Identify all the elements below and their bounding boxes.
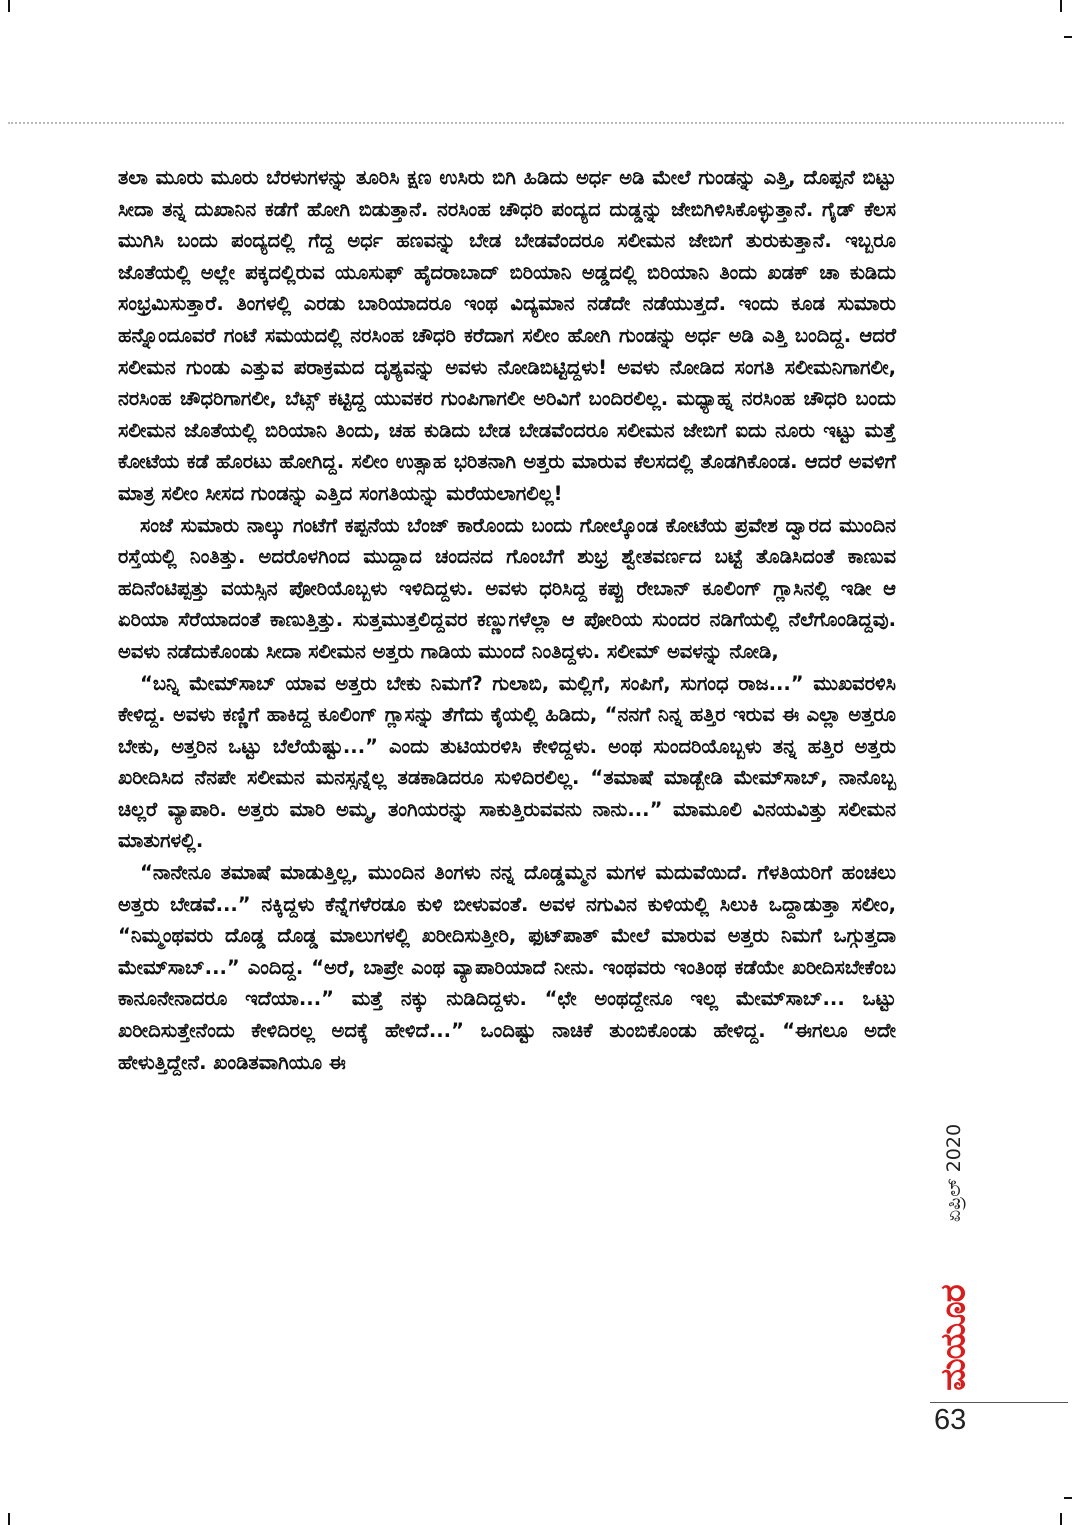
- crop-mark-right-lower: [1064, 1497, 1072, 1499]
- article-paragraph-4: “ನಾನೇನೂ ತಮಾಷೆ ಮಾಡುತ್ತಿಲ್ಲ, ಮುಂದಿನ ತಿಂಗಳು ನನ್ನ ದೊಡ್ಡಮ್ಮನ ಮಗಳ ಮದುವೆಯಿದೆ. ಗೆಳತಿಯರಿಗೆ ಹಂಚಲು ಅತ್ತರು ಬೇಡವೆ...” ನಕ್ಕಿದ್ದಳು ಕೆನ್ನೆಗಳೆರಡೂ ಕುಳಿ ಬೀಳುವಂತೆ. ಅವಳ ನಗುವಿನ ಕುಳಿಯಲ್ಲಿ ಸಿಲುಕಿ ಒದ್ದಾಡುತ್ತಾ ಸಲೀಂ, “ನಿಮ್ಮಂಥವರು ದೊಡ್ಡ ದೊಡ್ಡ ಮಾಲುಗಳಲ್ಲಿ ಖರೀದಿಸುತ್ತೀರಿ, ಫುಟ್‌ಪಾತ್ ಮೇಲೆ ಮಾರುವ ಅತ್ತರು ನಿಮಗೆ ಒಗ್ಗುತ್ತದಾ ಮೇಮ್‌ಸಾಬ್...” ಎಂದಿದ್ದ. “ಅರೆ, ಬಾಪ್ರೇ ಎಂಥ ವ್ಯಾಪಾರಿಯಾದೆ ನೀನು. ಇಂಥವರು ಇಂತಿಂಥ ಕಡೆಯೇ ಖರೀದಿಸಬೇಕೆಂಬ ಕಾನೂನೇನಾದರೂ ಇದೆಯಾ...” ಮತ್ತೆ ನಕ್ಕು ನುಡಿದಿದ್ದಳು. “ಛೇ ಅಂಥದ್ದೇನೂ ಇಲ್ಲ ಮೇಮ್‌ಸಾಬ್... ಒಟ್ಟು ಖರೀದಿಸುತ್ತೇನೆಂದು ಕೇಳಿದಿರಲ್ಲ ಅದಕ್ಕೆ ಹೇಳಿದೆ...” ಒಂದಿಷ್ಟು ನಾಚಿಕೆ ತುಂಬಿಕೊಂಡು ಹೇಳಿದ್ದ. “ಈಗಲೂ ಅದೇ ಹೇಳುತ್ತಿದ್ದೇನೆ. ಖಂಡಿತವಾಗಿಯೂ ಈ: [118, 861, 896, 1074]
- article-paragraph-1: ತಲಾ ಮೂರು ಮೂರು ಬೆರಳುಗಳನ್ನು ತೂರಿಸಿ ಕ್ಷಣ ಉಸಿರು ಬಿಗಿ ಹಿಡಿದು ಅರ್ಧ ಅಡಿ ಮೇಲೆ ಗುಂಡನ್ನು ಎತ್ತಿ, ದೊಪ್ಪನೆ ಬಿಟ್ಟು ಸೀದಾ ತನ್ನ ದುಖಾನಿನ ಕಡೆಗೆ ಹೋಗಿ ಬಿಡುತ್ತಾನೆ. ನರಸಿಂಹ ಚೌಧರಿ ಪಂದ್ಯದ ದುಡ್ಡನ್ನು ಜೇಬಿಗಿಳಿಸಿಕೊಳ್ಳುತ್ತಾನೆ. ಗೈಡ್ ಕೆಲಸ ಮುಗಿಸಿ ಬಂದು ಪಂದ್ಯದಲ್ಲಿ ಗೆದ್ದ ಅರ್ಧ ಹಣವನ್ನು ಬೇಡ ಬೇಡವೆಂದರೂ ಸಲೀಮನ ಜೇಬಿಗೆ ತುರುಕುತ್ತಾನೆ. ಇಬ್ಬರೂ ಜೊತೆಯಲ್ಲಿ ಅಲ್ಲೇ ಪಕ್ಕದಲ್ಲಿರುವ ಯೂಸುಫ್ ಹೈದರಾಬಾದ್ ಬಿರಿಯಾನಿ ಅಡ್ಡದಲ್ಲಿ ಬಿರಿಯಾನಿ ತಿಂದು ಖಡಕ್ ಚಾ ಕುಡಿದು ಸಂಭ್ರಮಿಸುತ್ತಾರೆ. ತಿಂಗಳಲ್ಲಿ ಎರಡು ಬಾರಿಯಾದರೂ ಇಂಥ ವಿದ್ಯಮಾನ ನಡೆದೇ ನಡೆಯುತ್ತದೆ. ಇಂದು ಕೂಡ ಸುಮಾರು ಹನ್ನೊಂದೂವರೆ ಗಂಟೆ ಸಮಯದಲ್ಲಿ ನರಸಿಂಹ ಚೌಧರಿ ಕರೆದಾಗ ಸಲೀಂ ಹೋಗಿ ಗುಂಡನ್ನು ಅರ್ಧ ಅಡಿ ಎತ್ತಿ ಬಂದಿದ್ದ. ಆದರೆ ಸಲೀಮನ ಗುಂಡು ಎತ್ತುವ ಪರಾಕ್ರಮದ ದೃಶ್ಯವನ್ನು ಅವಳು ನೋಡಿಬಿಟ್ಟಿದ್ದಳು! ಅವಳು ನೋಡಿದ ಸಂಗತಿ ಸಲೀಮನಿಗಾಗಲೀ, ನರಸಿಂಹ ಚೌಧರಿಗಾಗಲೀ, ಬೆಟ್ಸ್ ಕಟ್ಟಿದ್ದ ಯುವಕರ ಗುಂಪಿಗಾಗಲೀ ಅರಿವಿಗೆ ಬಂದಿರಲಿಲ್ಲ. ಮಧ್ಯಾಹ್ನ ನರಸಿಂಹ ಚೌಧರಿ ಬಂದು ಸಲೀಮನ ಜೊತೆಯಲ್ಲಿ ಬಿರಿಯಾನಿ ತಿಂದು, ಚಹ ಕುಡಿದು ಬೇಡ ಬೇಡವೆಂದರೂ ಸಲೀಮನ ಜೇಬಿಗೆ ಐದು ನೂರು ಇಟ್ಟು ಮತ್ತೆ ಕೋಟೆಯ ಕಡೆ ಹೊರಟು ಹೋಗಿದ್ದ. ಸಲೀಂ ಉತ್ಸಾಹ ಭರಿತನಾಗಿ ಅತ್ತರು ಮಾರುವ ಕೆಲಸದಲ್ಲಿ ತೊಡಗಿಕೊಂಡ. ಆದರೆ ಅವಳಿಗೆ ಮಾತ್ರ ಸಲೀಂ ಸೀಸದ ಗುಂಡನ್ನು ಎತ್ತಿದ ಸಂಗತಿಯನ್ನು ಮರೆಯಲಾಗಲಿಲ್ಲ!: [118, 166, 896, 505]
- article-paragraph-2: ಸಂಜೆ ಸುಮಾರು ನಾಲ್ಕು ಗಂಟೆಗೆ ಕಪ್ಪನೆಯ ಬೆಂಜ್ ಕಾರೊಂದು ಬಂದು ಗೋಲ್ಕೊಂಡ ಕೋಟೆಯ ಪ್ರವೇಶ ದ್ವಾರದ ಮುಂದಿನ ರಸ್ತೆಯಲ್ಲಿ ನಿಂತಿತ್ತು. ಅದರೊಳಗಿಂದ ಮುದ್ದಾದ ಚಂದನದ ಗೊಂಬೆಗೆ ಶುಭ್ರ ಶ್ವೇತವರ್ಣದ ಬಟ್ಟೆ ತೊಡಿಸಿದಂತೆ ಕಾಣುವ ಹದಿನೆಂಟಿಪ್ಪತ್ತು ವಯಸ್ಸಿನ ಪೋರಿಯೊಬ್ಬಳು ಇಳಿದಿದ್ದಳು. ಅವಳು ಧರಿಸಿದ್ದ ಕಪ್ಪು ರೇಬಾನ್ ಕೂಲಿಂಗ್ ಗ್ಲಾಸಿನಲ್ಲಿ ಇಡೀ ಆ ಏರಿಯಾ ಸೆರೆಯಾದಂತೆ ಕಾಣುತ್ತಿತ್ತು. ಸುತ್ತಮುತ್ತಲಿದ್ದವರ ಕಣ್ಣುಗಳೆಲ್ಲಾ ಆ ಪೋರಿಯ ಸುಂದರ ನಡಿಗೆಯಲ್ಲಿ ನೆಲೆಗೊಂಡಿದ್ದವು. ಅವಳು ನಡೆದುಕೊಂಡು ಸೀದಾ ಸಲೀಮನ ಅತ್ತರು ಗಾಡಿಯ ಮುಂದೆ ನಿಂತಿದ್ದಳು. ಸಲೀಮ್ ಅವಳನ್ನು ನೋಡಿ,: [118, 513, 896, 663]
- header-dotted-rule: [8, 122, 1064, 124]
- crop-mark-top-left: [8, 0, 10, 12]
- crop-mark-right-upper: [1064, 36, 1072, 38]
- article-body: [118, 162, 896, 1078]
- masthead-logo-text: ಮಯೂರ: [934, 1285, 974, 1391]
- crop-mark-bottom-right: [1060, 1513, 1062, 1525]
- article-paragraph-3: “ಬನ್ನಿ ಮೇಮ್‌ಸಾಬ್ ಯಾವ ಅತ್ತರು ಬೇಕು ನಿಮಗೆ? ಗುಲಾಬಿ, ಮಲ್ಲಿಗೆ, ಸಂಪಿಗೆ, ಸುಗಂಧ ರಾಜ...” ಮುಖವರಳಿಸಿ ಕೇಳಿದ್ದ. ಅವಳು ಕಣ್ಣಿಗೆ ಹಾಕಿದ್ದ ಕೂಲಿಂಗ್ ಗ್ಲಾಸನ್ನು ತೆಗೆದು ಕೈಯಲ್ಲಿ ಹಿಡಿದು, “ನನಗೆ ನಿನ್ನ ಹತ್ತಿರ ಇರುವ ಈ ಎಲ್ಲಾ ಅತ್ತರೂ ಬೇಕು, ಅತ್ತರಿನ ಒಟ್ಟು ಬೆಲೆಯೆಷ್ಟು...” ಎಂದು ತುಟಿಯರಳಿಸಿ ಕೇಳಿದ್ದಳು. ಅಂಥ ಸುಂದರಿಯೊಬ್ಬಳು ತನ್ನ ಹತ್ತಿರ ಅತ್ತರು ಖರೀದಿಸಿದ ನೆನಪೇ ಸಲೀಮನ ಮನಸ್ಸನ್ನೆಲ್ಲ ತಡಕಾಡಿದರೂ ಸುಳಿದಿರಲಿಲ್ಲ. “ತಮಾಷೆ ಮಾಡ್ಬೇಡಿ ಮೇಮ್‌ಸಾಬ್, ನಾನೊಬ್ಬ ಚಿಲ್ಲರೆ ವ್ಯಾಪಾರಿ. ಅತ್ತರು ಮಾರಿ ಅಮ್ಮ, ತಂಗಿಯರನ್ನು ಸಾಕುತ್ತಿರುವವನು ನಾನು...” ಮಾಮೂಲಿ ವಿನಯವಿತ್ತು ಸಲೀಮನ ಮಾತುಗಳಲ್ಲಿ.: [118, 671, 896, 853]
- magazine-masthead: [930, 1282, 978, 1394]
- crop-mark-top-right: [1060, 0, 1062, 12]
- page-number-rule: [930, 1402, 1068, 1403]
- issue-date-text: ಏಪ್ರಿಲ್ 2020: [943, 1123, 966, 1223]
- issue-date: [930, 1098, 978, 1248]
- crop-mark-bottom-left: [8, 1513, 10, 1525]
- page-number: 63: [934, 1404, 967, 1436]
